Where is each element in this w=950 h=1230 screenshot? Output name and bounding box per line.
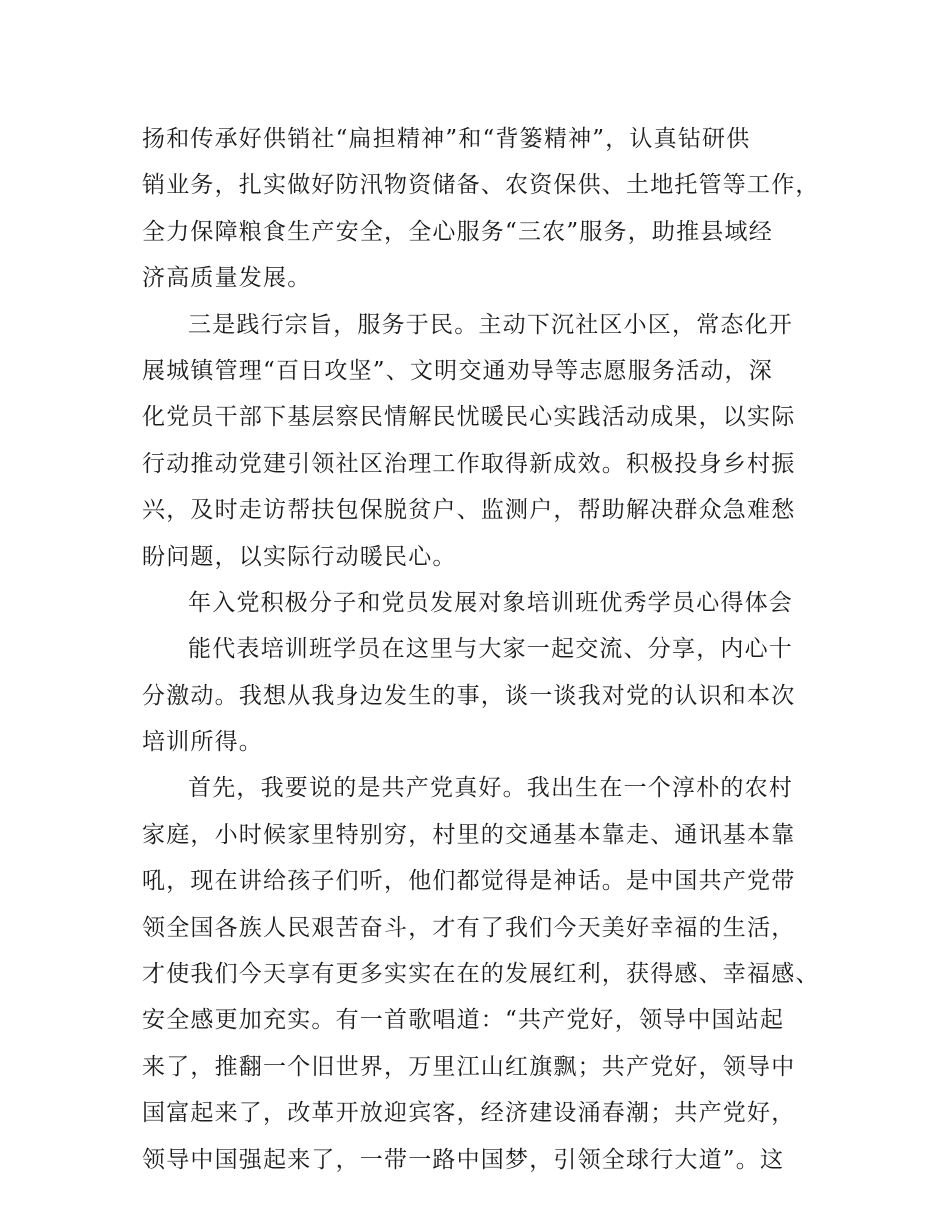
text-line: 盼问题，以实际行动暖民心。 [142, 543, 457, 570]
text-line: 分激动。我想从我身边发生的事，谈一谈我对党的认识和本次 [142, 682, 796, 709]
text-line: 首先，我要说的是共产党真好。我出生在一个淳朴的农村 [188, 775, 793, 802]
text-line: 兴，及时走访帮扶包保脱贫户、监测户，帮助解决群众急难愁 [142, 497, 796, 524]
text-line: 三是践行宗旨，服务于民。主动下沉社区小区，常态化开 [188, 311, 793, 338]
text-line: 家庭，小时候家里特别穷，村里的交通基本靠走、通讯基本靠 [142, 821, 796, 848]
text-line: 领全国各族人民艰苦奋斗，才有了我们今天美好幸福的生活， [142, 914, 796, 941]
text-line: 年入党积极分子和党员发展对象培训班优秀学员心得体会 [188, 589, 793, 616]
text-line: 来了，推翻一个旧世界，万里江山红旗飘；共产党好，领导中 [142, 1053, 796, 1080]
text-line: 国富起来了，改革开放迎宾客，经济建设涌春潮；共产党好， [142, 1100, 796, 1127]
text-line: 吼，现在讲给孩子们听，他们都觉得是神话。是中国共产党带 [142, 868, 796, 895]
text-line: 销业务，扎实做好防汛物资储备、农资保供、土地托管等工作， [142, 172, 820, 199]
text-line: 才使我们今天享有更多实实在在的发展红利，获得感、幸福感、 [142, 961, 820, 988]
text-line: 全力保障粮食生产安全，全心服务“三农”服务，助推县域经 [142, 218, 773, 245]
text-line: 培训所得。 [142, 729, 263, 756]
text-line: 行动推动党建引领社区治理工作取得新成效。积极投身乡村振 [142, 450, 796, 477]
text-line: 化党员干部下基层察民情解民忧暖民心实践活动成果，以实际 [142, 404, 796, 431]
body-text [142, 116, 822, 1183]
text-line: 能代表培训班学员在这里与大家一起交流、分享，内心十 [188, 636, 793, 663]
text-line: 济高质量发展。 [142, 265, 312, 292]
text-line: 安全感更加充实。有一首歌唱道：“共产党好，领导中国站起 [142, 1007, 785, 1034]
text-line: 展城镇管理“百日攻坚”、文明交通劝导等志愿服务活动，深 [142, 357, 773, 384]
text-line: 领导中国强起来了，一带一路中国梦，引领全球行大道”。这 [142, 1146, 785, 1173]
text-line: 扬和传承好供销社“扁担精神”和“背篓精神”，认真钻研供 [142, 126, 751, 152]
